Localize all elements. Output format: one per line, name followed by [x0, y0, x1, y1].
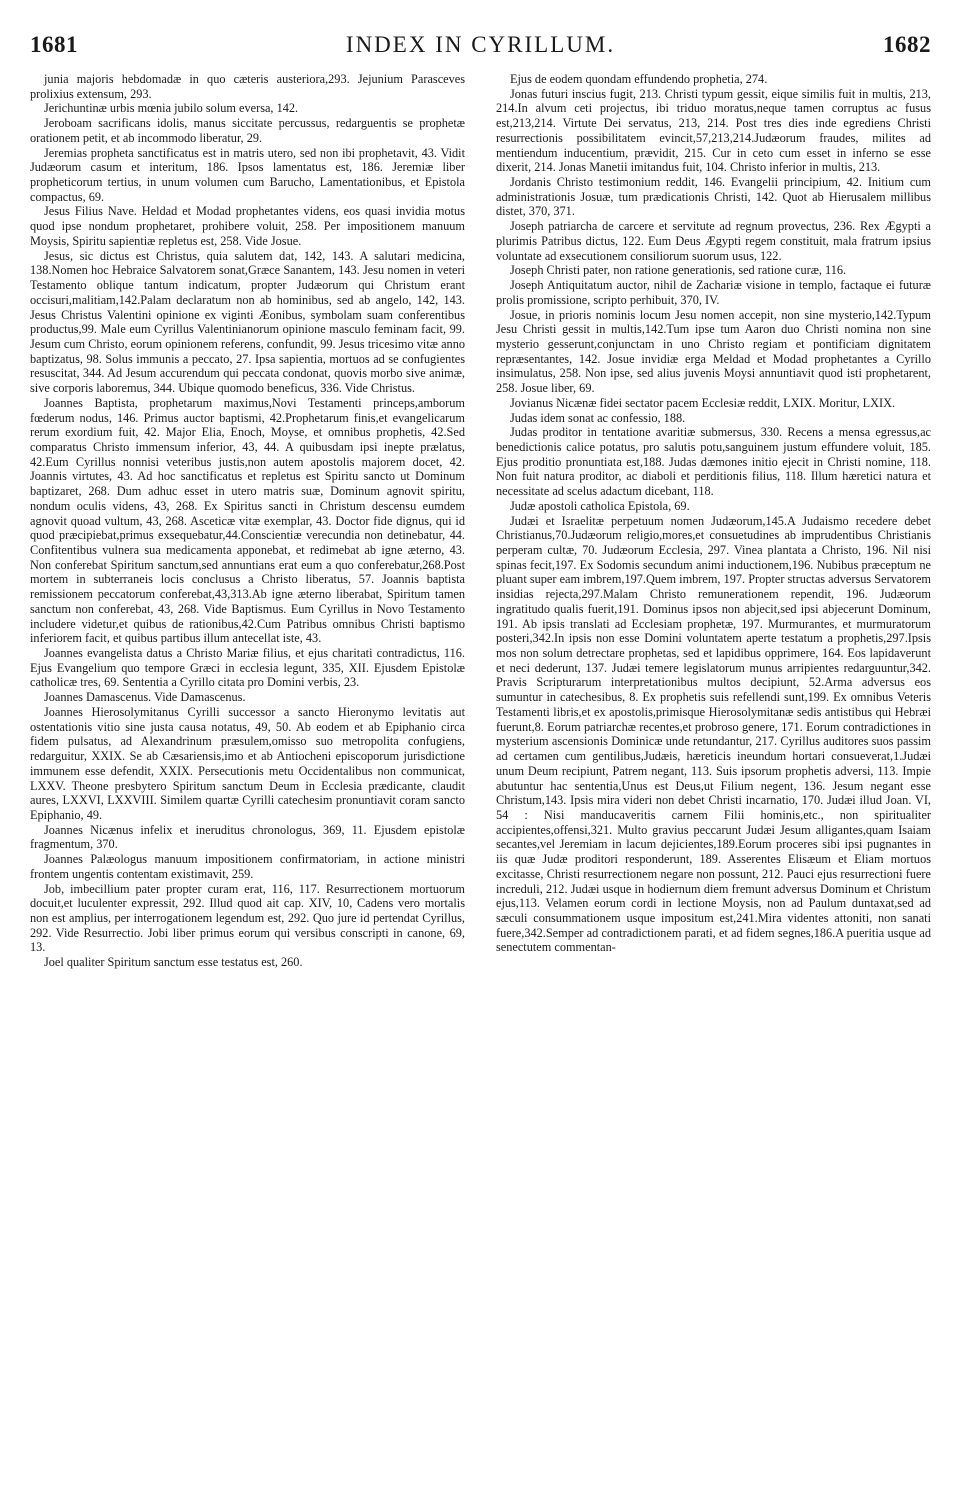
page-header: [30, 32, 931, 62]
index-entry: Judæi et Israelitæ perpetuum nomen Judæorum,145.A Judaismo recedere debet Christianus,70.Judæorum religio,mores,et consuetudines ab imprudentibus Christianis perperam cultæ, 70. Judæorum Ecclesia, 297. Vinea plantata a Christo, 196. Nil nisi spinas fecit,197. Ex Sodomis secundum animi inductionem,196. Nubibus præceptum ne pluant super eam imbrem,197.Quem imbrem, 197. Propter structas adversus Servatorem insidias rejecta,297.Malam Christo remunerationem rependit, 196. Judæorum ingratitudo qualis fuerit,191. Dominus ipsos non abjecit,sed ipsi abjecerunt Dominum, 191. Ab ipsis translati ad Ecclesiam prophetæ, 197. Murmurantes, et murmuratorum posteri,342.In ipsis non esse Domini voluntatem aperte testatum a prophetis,297.Ipsis mos non solum detrectare prophetas, sed et lapidibus opprimere, 164. Eos lapidaverunt et neci dederunt, 137. Judæi temere legislatorum munus arripientes redarguuntur,342. Pravis Scripturarum interpretationibus multos decipiunt, 52.Arma adversus eos sumuntur in catechesibus, 8. Ex prophetis suis refellendi sunt,199. Ex omnibus Veteris Testamenti libris,et ex apostolis,primisque Hierosolymitanæ sedis antistibus qui Hebræi fuerunt,8. Eorum patriarchæ recentes,et probroso genere, 171. Eorum contradictiones in mysterium ascensionis Dominicæ unde retundantur, 217. Cyrillus auditores suos passim ad certamen cum gentilibus,Judæis, hæreticis ineundum hortari consueverat,1.Judæi unum Deum recipiunt, Patrem negant, 113. Suis ipsorum prophetis adversi, 113. Impie abutuntur hac sententia,Unus est Deus,ut Filium negent, 136. Jesum negant esse Christum,143. Ipsis mira videri non debet Christi incarnatio, 170. Judæi illud Joan. VI, 54 : Nisi manducaveritis carnem Filii hominis,etc., non spiritualiter accipientes,offensi,321. Multo gravius peccarunt Judæi Jesum alligantes,quam Isaiam secantes,vel Jeremiam in lacum dejicientes,189.Eorum proceres sibi ipsi pugnantes in iis quæ Judæ proditori responderunt, 189. Asserentes Elisæum et Eliam mortuos excitasse, Christi resurrectionem negare non possunt, 212. Pauci ejus resurrectioni fuere increduli, 212. Judæi usque in hodiernum diem fremunt adversus Dominum et Christum ejus,113. Velamen eorum cordi in lectione Moysis, non ad Paulum duntaxat,sed ad sæculi consummationem usque impositum est,241.Mira videntes attoniti, non sanati fuere,342.Semper ad contradictionem parati, et ad fidem segnes,186.A pueritia usque ad senectutem commentan-: [496, 513, 931, 955]
index-entry: junia majoris hebdomadæ in quo cæteris austeriora,293. Jejunium Parasceves prolixius extensum, 293.: [30, 72, 465, 101]
index-entry: Jonas futuri inscius fugit, 213. Christi typum gessit, eique similis fuit in multis, 213, 214.In alvum ceti projectus, ibi triduo moratus,neque tamen corruptus ac fusus est,213,214. Virtute Dei servatus, 213, 214. Post tres dies inde egrediens Christi resurrectionis possibilitatem evincit,57,213,214.Judæorum fraudes, milites ad mentiendum inducentium, prævidit, 215. Cur in ceto cum esset in inferno se esse dixerit, 214. Jonas Manetii imitandus fuit, 104. Christo inferior in multis, 213.: [496, 86, 931, 175]
index-entry: Joseph Antiquitatum auctor, nihil de Zachariæ visione in templo, factaque ei futuræ prolis promissione, scripto perhibuit, 370, IV.: [496, 278, 931, 307]
index-entry: Joannes Hierosolymitanus Cyrilli successor a sancto Hieronymo levitatis aut ostentationis vitio sine justa causa notatus, 49, 50. Ab eodem et ab Epiphanio circa fidem pulsatus, ad Alexandrinum præsulem,omisso suo metropolita confugiens, redarguitur, XXIX. Se ab Cæsariensis,imo et ab Antiocheni episcoporum jurisdictione immunem esse defendit, XXIX. Persecutionis metu Occidentalibus non communicat, LXXV. Theone presbytero Spiritum sanctum Deum in Ecclesia prædicante, claudit aures, LXXVI, LXXVIII. Similem quartæ Cyrilli catechesim pronuntiavit coram sancto Epiphanio, 49.: [30, 704, 465, 822]
left-column: [30, 72, 465, 1494]
index-entry: Judas idem sonat ac confessio, 188.: [510, 410, 686, 425]
index-entry: Ejus de eodem quondam effundendo prophetia, 274.: [510, 72, 768, 86]
index-entry: Judas proditor in tentatione avaritiæ submersus, 330. Recens a mensa egressus,ac benedictionis calice potatus, pro salutis potu,sanguinem justum effundere voluit, 185. Ejus proditio pronuntiata est,188. Judas dæmones initio ejecit in Christi nomine, 118. Non fuit natura proditor, ac diaboli et perditionis filius, 118. Illum hæretici natura et necessitate ad scelus adactum dicebant, 118.: [496, 425, 931, 499]
index-columns: [30, 72, 931, 1494]
index-entry: Jovianus Nicænæ fidei sectator pacem Ecclesiæ reddit, LXIX. Moritur, LXIX.: [510, 395, 896, 410]
index-entry: Jeremias propheta sanctificatus est in matris utero, sed non ibi prophetavit, 43. Vidit Judæorum casum et interitum, 186. Ipsos lamentatus est, 186. Jeremiæ liber propheticorum tertius, in unum volumen cum Barucho, Lamentationibus, et Epistola compactus, 69.: [30, 145, 465, 204]
index-entry: Jesus, sic dictus est Christus, quia salutem dat, 142, 143. A salutari medicina, 138.Nomen hoc Hebraice Salvatorem sonat,Græce Sanantem, 143. Jesu nomen in veteri Testamento oblique tantum indicatum, propter Judæorum qui Christum erant occisuri,malitiam,142.Palam declaratum non ab hominibus, sed ab angelo, 142, 143. Jesus Christus Valentini opinione ex viginti Æonibus, symbolam suam conferentibus productus,99. Male eum Cyrillus Valentinianorum opinione masculo feminam facit, 99. Jesum cum Christo, eorum opinionem referens, confundit, 99. Jesus tricesimo vitæ anno baptizatus, 98. Solus immunis a peccato, 27. Ipsa sapientia, mortuos ad se confugientes resuscitat, 344. Ad Jesum accurendum qui peccata condonat, quovis morbo sive animæ, sive corporis laboremus, 344. Ubique quomodo beneficus, 336. Vide Christus.: [30, 248, 465, 396]
index-entry: Joseph patriarcha de carcere et servitute ad regnum provectus, 236. Rex Ægypti a plurimis Patribus dictus, 122. Eum Deus Ægypti regem constituit, mala fratrum ipsius voluntate ad exsecutionem consiliorum suorum usus, 122.: [496, 219, 931, 263]
right-column: [496, 72, 931, 1494]
index-entry: Josue, in prioris nominis locum Jesu nomen accepit, non sine mysterio,142.Typum Jesu Christi gessit in multis,142.Tum ipse tum Aaron duo Christi nomina non sine mysterio gesserunt,conjunctam in uno Christo regiam et pontificiam dignitatem repræsentantes, 142. Josue invidiæ erga Meldad et Modad prophetantes a Cyrillo insimulatus, 258. Non ipse, sed alius juvenis Moysi annuntiavit quod isti prophetarent, 258. Josue liber, 69.: [496, 307, 931, 396]
index-entry: Judæ apostoli catholica Epistola, 69.: [510, 498, 690, 513]
index-entry: Joannes Baptista, prophetarum maximus,Novi Testamenti princeps,amborum fœderum nodus, 146. Primus auctor baptismi, 42.Prophetarum finis,et evangelicarum rerum exordium fuit, 42. Major Elia, Enoch, Moyse, et omnibus prophetis, 42.Sed comparatus Christo immensum inferior, 43, 44. A quibusdam ipsi inepte prælatus, 42.Eum Cyrillus nonnisi veteribus justis,non autem apostolis majorem docet, 42. Joannis virtutes, 43. Ad hoc sanctificatus et repletus est Spiritu sancto ut Dominum baptizaret, 268. Dum adhuc esset in utero matris suæ, Dominum agnovit spiritu, nondum oculis videns, 43, 268. Ex Spiritus sancti in Christum descensu eumdem agnovit quoad vultum, 43, 268. Asceticæ vitæ exemplar, 43. Doctor fide dignus, qui id quod præcipiebat,primus exsequebatur,44.Conscientiæ verecundia non detinebatur, 44. Confitentibus vulnera sua medicamenta apponebat, et redimebat ab igne æterno, 43. Non conferebat Spiritum sanctum,sed annuntians erat eum a quo conferebatur,268.Post mortem in subterraneis locis conclusus a Christo liberatus, 57. Joannis baptista remissionem peccatorum conferebat,43,313.Ab igne æterno liberabat, Spiritum tamen sanctum non conferebat, 43, 268. Vide Baptismus. Eum Cyrillus in Novo Testamento includere videtur,et quibus de rationibus,42.Cum Patribus omnibus Christi baptismo inferiorem facit, et quibus partibus illum antecellat iste, 43.: [30, 395, 465, 646]
page-number-left: 1681: [30, 32, 78, 57]
index-entry: Joannes Palæologus manuum impositionem confirmatoriam, in actione ministri frontem ungentis contentam existimavit, 259.: [30, 852, 465, 881]
index-entry: Joseph Christi pater, non ratione generationis, sed ratione curæ, 116.: [510, 263, 847, 278]
index-entry: Joannes evangelista datus a Christo Mariæ filius, et ejus charitati contradictus, 116. Ejus Evangelium quo tempore Græci in ecclesia legunt, 335, XII. Ejusdem Epistolæ catholicæ tres, 69. Sententia a Cyrillo citata pro Domini verbis, 23.: [30, 646, 465, 690]
index-entry: Jeroboam sacrificans idolis, manus siccitate percussus, redarguentis se prophetæ orationem petit, et ab incommodo liberatur, 29.: [30, 116, 465, 145]
index-entry: Jerichuntinæ urbis mœnia jubilo solum eversa, 142.: [44, 101, 299, 116]
index-entry: Joannes Damascenus. Vide Damascenus.: [44, 690, 246, 705]
page-number-right: 1682: [883, 32, 931, 57]
index-entry: Jordanis Christo testimonium reddit, 146. Evangelii principium, 42. Initium cum administrationis Josuæ, tum prædicationis Christi, 142. Quot ab Hierusalem millibus distet, 370, 371.: [496, 175, 931, 219]
index-entry: Joel qualiter Spiritum sanctum esse testatus est, 260.: [44, 955, 303, 970]
index-entry: Joannes Nicænus infelix et ineruditus chronologus, 369, 11. Ejusdem epistolæ fragmentum, 370.: [30, 822, 465, 852]
index-entry: Job, imbecillium pater propter curam erat, 116, 117. Resurrectionem mortuorum docuit,et luculenter expressit, 292. Illud quod ait cap. XIV, 10, Cadens vero mortalis non est amplius, per interrogationem legendum est, 292. Quo jure id pertendat Cyrillus, 292. Vide Resurrectio. Jobi liber primus eorum qui versibus conscripti in canone, 69, 13.: [30, 881, 465, 955]
page-title: INDEX IN CYRILLUM.: [345, 32, 616, 57]
index-entry: Jesus Filius Nave. Heldad et Modad prophetantes videns, eos quasi invidia motus quod ipse nondum prophetaret, prohibere voluit, 258. Per impositionem manuum Moysis, Spiritu sapientiæ repletus est, 258. Vide Josue.: [30, 204, 465, 248]
